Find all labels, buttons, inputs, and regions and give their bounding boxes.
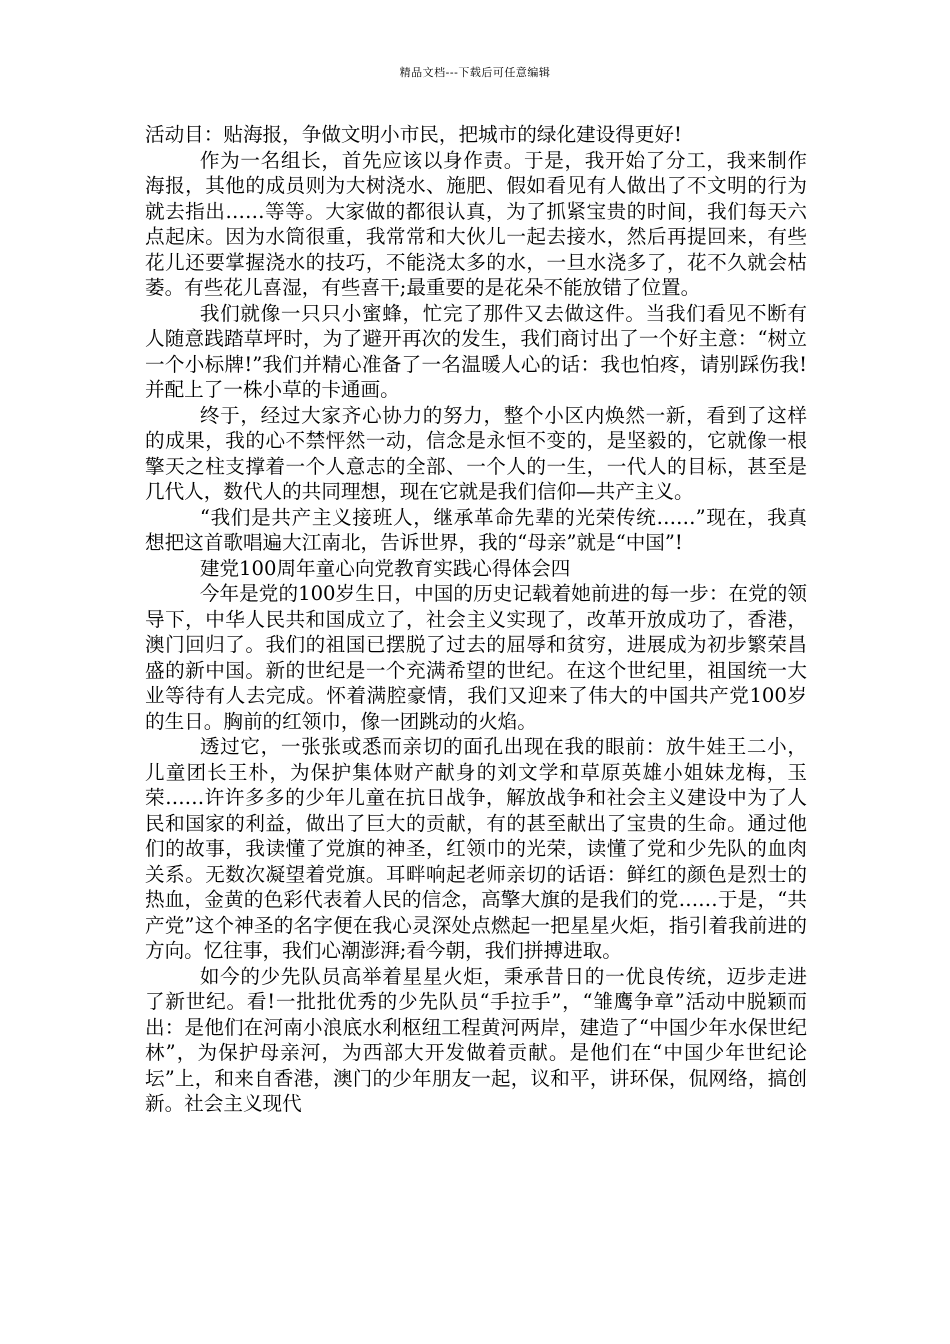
paragraph-finally: 终于，经过大家齐心协力的努力，整个小区内焕然一新，看到了这样的成果，我的心不禁怦然一动，信念是永恒不变的，是坚毅的，它就像一根擎天之柱支撑着一个人意志的全部、一个人的一生，一代人的目标，甚至是几代人，数代人的共同理想，现在它就是我们信仰—共产主义。 xyxy=(145,403,807,503)
paragraph-song: “我们是共产主义接班人，继承革命先辈的光荣传统……”现在，我真想把这首歌唱遍大江南北，告诉世界，我的“母亲”就是“中国”! xyxy=(145,505,807,554)
document-body xyxy=(145,122,807,1117)
paragraph-team-leader: 作为一名组长，首先应该以身作责。于是，我开始了分工，我来制作海报，其他的成员则为大树浇水、施肥、假如看见有人做出了不文明的行为就去指出……等等。大家做的都很认真，为了抓紧宝贵的时间，我们每天六点起床。因为水筒很重，我常常和大伙儿一起去接水，然后再提回来，有些花儿还要掌握浇水的技巧，不能浇太多的水，一旦水浇多了，花不久就会枯萎。有些花儿喜湿，有些喜干;最重要的是花朵不能放错了位置。 xyxy=(145,148,807,299)
paragraph-heroes: 透过它，一张张或悉而亲切的面孔出现在我的眼前：放牛娃王二小，儿童团长王朴，为保护集体财产献身的刘文学和草原英雄小姐妹龙梅，玉荣……许许多多的少年儿童在抗日战争，解放战争和社会主义建设中为了人民和国家的利益，做出了巨大的贡献，有的甚至献出了宝贵的生命。通过他们的故事，我读懂了党旗的神圣，红领巾的光荣，读懂了党和少先队的血肉关系。无数次凝望着党旗。耳畔响起老师亲切的话语：鲜红的颜色是烈士的热血，金黄的色彩代表着人民的信念，高擎大旗的是我们的党……于是，“共产党”这个神圣的名字便在我心灵深处点燃起一把星星火炬，指引着我前进的方向。忆往事，我们心潮澎湃;看今朝，我们拼搏进取。 xyxy=(145,735,807,962)
page-header: 精品文档---下载后可任意编辑 xyxy=(399,66,551,79)
paragraph-little-bees: 我们就像一只只小蜜蜂，忙完了那件又去做这件。当我们看见不断有人随意践踏草坪时，为了避开再次的发生，我们商讨出了一个好主意：“树立一个小标牌!”我们并精心准备了一名温暖人心的话：我也怕疼，请别踩伤我!并配上了一株小草的卡通画。 xyxy=(145,301,807,401)
section-heading: 建党100周年童心向党教育实践心得体会四 xyxy=(199,556,571,580)
paragraph-party-birthday: 今年是党的100岁生日，中国的历史记载着她前进的每一步：在党的领导下，中华人民共和国成立了，社会主义实现了，改革开放成功了，香港，澳门回归了。我们的祖国已摆脱了过去的屈辱和贫穷，进展成为初步繁荣昌盛的新中国。新的世纪是一个充满希望的世纪。在这个世纪里，祖国统一大业等待有人去完成。怀着满腔豪情，我们又迎来了伟大的中国共产党100岁的生日。胸前的红领巾，像一团跳动的火焰。 xyxy=(145,582,807,733)
paragraph-young-pioneers: 如今的少先队员高举着星星火炬，秉承昔日的一优良传统，迈步走进了新世纪。看!一批批优秀的少先队员“手拉手”，“雏鹰争章”活动中脱颖而出：是他们在河南小浪底水利枢纽工程黄河两岸，建造了“中国少年水保世纪林”，为保护母亲河，为西部大开发做着贡献。是他们在“中国少年世纪论坛”上，和来自香港，澳门的少年朋友一起，议和平，讲环保，侃网络，搞创新。社会主义现代 xyxy=(145,964,807,1115)
paragraph-activity-goal: 活动目：贴海报，争做文明小市民，把城市的绿化建设得更好! xyxy=(145,123,682,146)
